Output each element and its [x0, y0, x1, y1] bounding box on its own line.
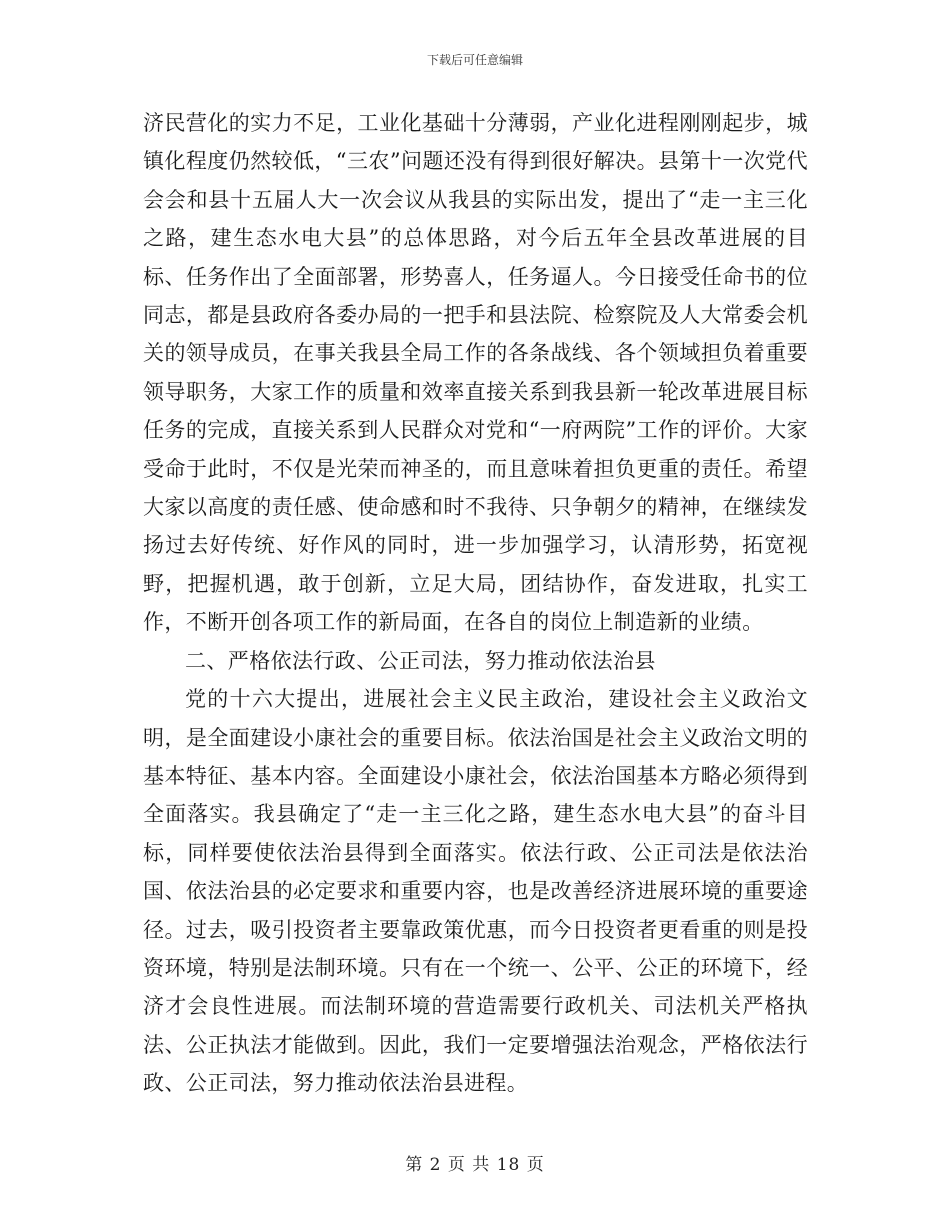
page-header: 下载后可任意编辑: [426, 53, 523, 67]
paragraph: 党的十六大提出，进展社会主义民主政治，建设社会主义政治文明，是全面建设小康社会的重要目标。依法治国是社会主义政治文明的基本特征、基本内容。全面建设小康社会，依法治国基本方略必须得到全面落实。我县确定了“走一主三化之路，建生态水电大县”的奋斗目标，同样要使依法治县得到全面落实。依法行政、公正司法是依法治国、依法治县的必定要求和重要内容，也是改善经济进展环境的重要途径。过去，吸引投资者主要靠政策优惠，而今日投资者更看重的则是投资环境，特别是法制环境。只有在一个统一、公平、公正的环境下，经济才会良性进展。而法制环境的营造需要行政机关、司法机关严格执法、公正执法才能做到。因此，我们一定要增强法治观念，严格依法行政、公正司法，努力推动依法治县进程。: [143, 687, 808, 1096]
page-number: 第 2 页 共 18 页: [405, 1155, 545, 1175]
section-heading: 二、严格依法行政、公正司法，努力推动依法治县: [185, 648, 656, 673]
paragraph-continued: 济民营化的实力不足，工业化基础十分薄弱，产业化进程刚刚起步，城镇化程度仍然较低，“三农”问题还没有得到很好解决。县第十一次党代会会和县十五届人大一次会议从我县的实际出发，提出了“走一主三化之路，建生态水电大县”的总体思路，对今后五年全县改革进展的目标、任务作出了全面部署，形势喜人，任务逼人。今日接受任命书的位同志，都是县政府各委办局的一把手和县法院、检察院及人大常委会机关的领导成员，在事关我县全局工作的各条战线、各个领域担负着重要领导职务，大家工作的质量和效率直接关系到我县新一轮改革进展目标任务的完成，直接关系到人民群众对党和“一府两院”工作的评价。大家受命于此时，不仅是光荣而神圣的，而且意味着担负更重的责任。希望大家以高度的责任感、使命感和时不我待、只争朝夕的精神，在继续发扬过去好传统、好作风的同时，进一步加强学习，认清形势，拓宽视野，把握机遇，敢于创新，立足大局，团结协作，奋发进取，扎实工作，不断开创各项工作的新局面，在各自的岗位上制造新的业绩。: [143, 111, 808, 635]
document-body: [143, 104, 808, 1103]
